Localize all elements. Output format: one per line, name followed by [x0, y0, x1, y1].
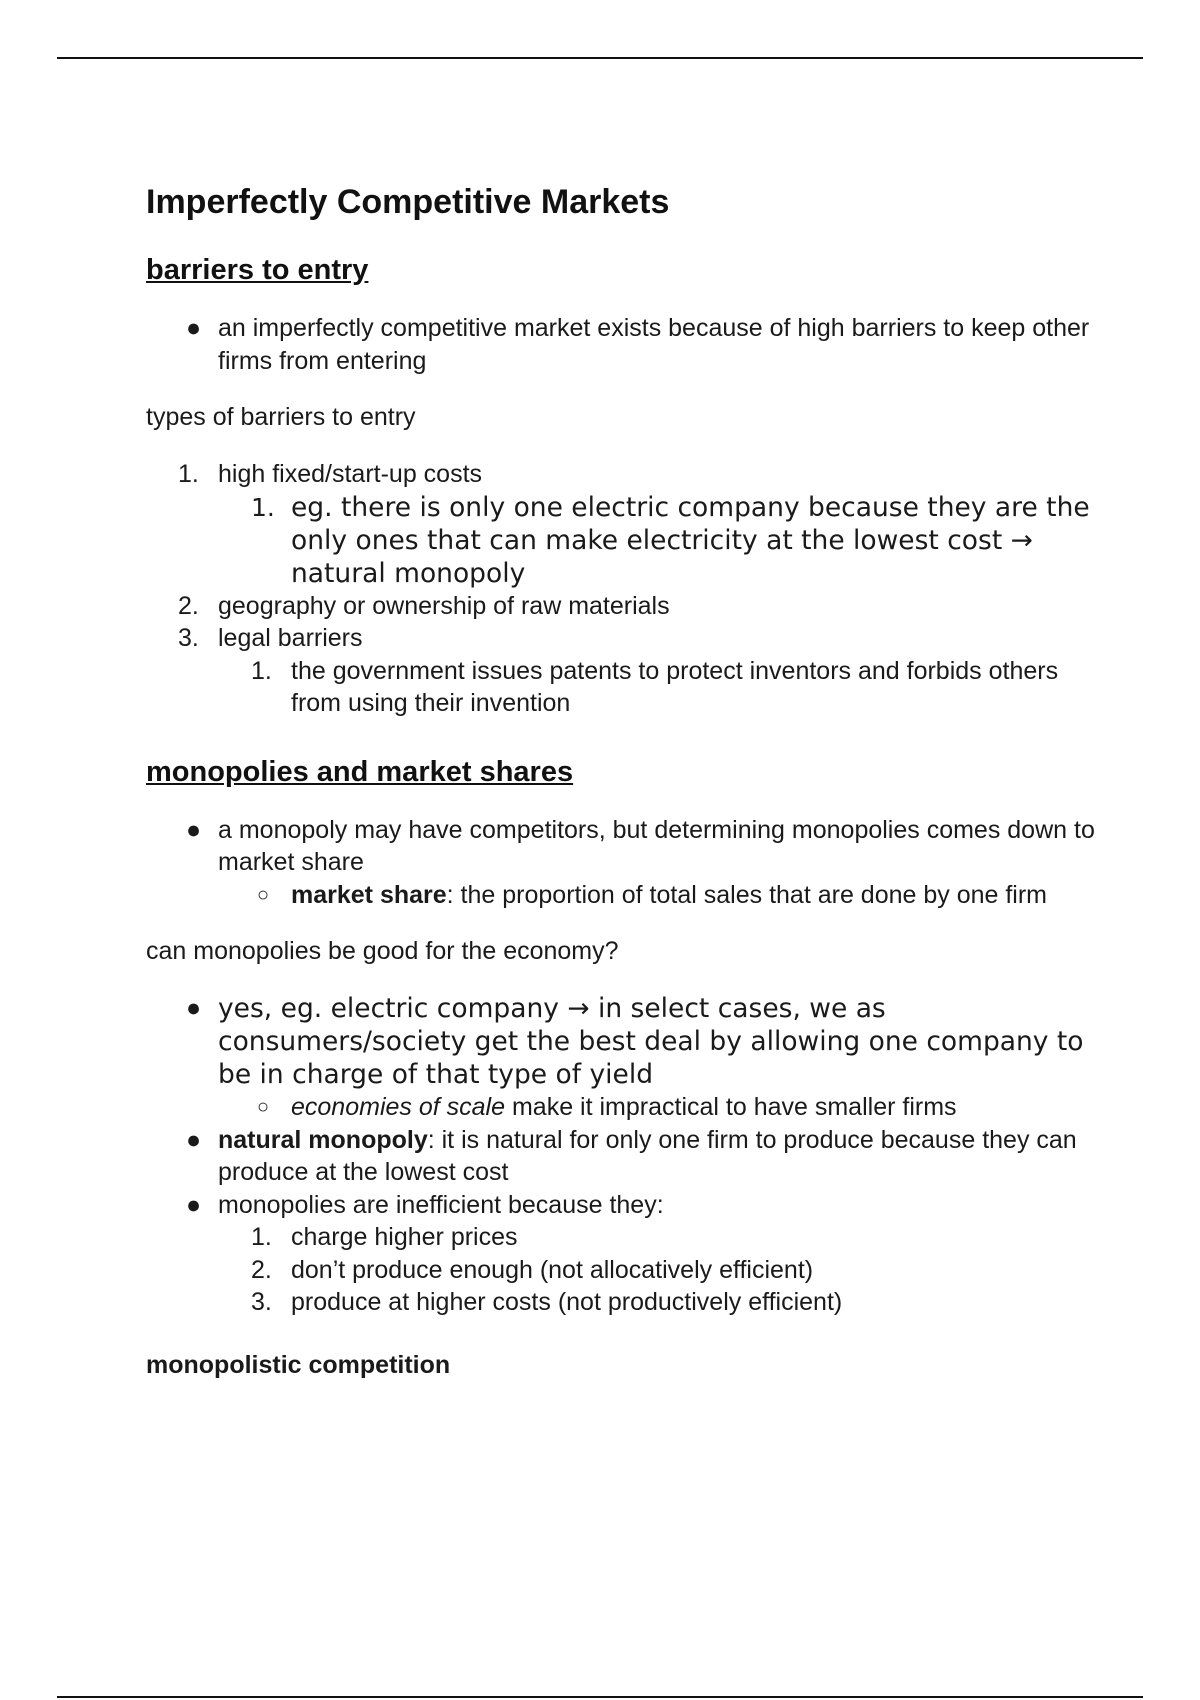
- list-item-text: geography or ownership of raw materials: [218, 591, 670, 620]
- list-item: [146, 1286, 1096, 1319]
- list-item-text: yes, eg. electric company → in select cases, we as consumers/society get the best deal by allowing one company to be in charge of that type of yield: [218, 993, 1084, 1090]
- list-item-text: the government issues patents to protect inventors and forbids others from using their invention: [291, 656, 1059, 717]
- document-body: [146, 178, 1096, 1382]
- bullet-marker: ●: [186, 815, 202, 844]
- list-item-text: produce at higher costs (not productively efficient): [291, 1288, 843, 1316]
- monopolies-bullet-list: [146, 814, 1096, 912]
- heading-monopolies-market-shares: monopolies and market shares: [146, 755, 574, 788]
- term-market-share: market share: [291, 880, 447, 909]
- top-rule: [57, 57, 1143, 59]
- circle-marker: ○: [257, 883, 270, 906]
- list-number: 1.: [251, 1223, 272, 1251]
- list-item-text: monopolies are inefficient because they:: [218, 1190, 664, 1219]
- term-natural-monopoly: natural monopoly: [218, 1125, 428, 1154]
- list-item: [146, 1254, 1096, 1287]
- list-number: 2.: [178, 591, 199, 620]
- list-item: [146, 590, 1096, 623]
- barriers-numbered-list: [146, 458, 1096, 720]
- heading-barriers-to-entry: barriers to entry: [146, 254, 369, 286]
- list-item: [146, 1221, 1096, 1254]
- definition-market-share: : the proportion of total sales that are done by one firm: [446, 880, 1048, 909]
- list-number: 1.: [178, 460, 199, 488]
- list-number: 1.: [251, 492, 275, 522]
- list-item: [146, 458, 1096, 491]
- list-item-text: high fixed/start-up costs: [218, 460, 483, 488]
- definition-natural-monopoly: : it is natural for only one firm to produce because they can produce at the lowest cost: [218, 1125, 1077, 1186]
- list-item-text: a monopoly may have competitors, but determining monopolies comes down to market share: [218, 815, 1095, 876]
- circle-marker: ○: [257, 1096, 270, 1118]
- bottom-rule: [57, 1696, 1143, 1698]
- list-number: 1.: [251, 656, 272, 685]
- list-item-text: don’t produce enough (not allocatively efficient): [291, 1255, 814, 1284]
- list-item-text: an imperfectly competitive market exists because of high barriers to keep other firms from entering: [218, 314, 1090, 375]
- list-item: [146, 992, 1096, 1091]
- bullet-marker: ●: [186, 314, 202, 342]
- list-number: 3.: [178, 624, 199, 652]
- types-label: types of barriers to entry: [146, 403, 416, 431]
- list-item: [146, 1124, 1096, 1189]
- list-item-text: charge higher prices: [291, 1223, 518, 1251]
- list-item-text: legal barriers: [218, 624, 363, 652]
- list-number: 3.: [251, 1288, 272, 1316]
- list-item: [146, 879, 1096, 912]
- bullet-marker: ●: [186, 994, 202, 1022]
- bullet-marker: ●: [186, 1125, 202, 1154]
- list-item: [146, 1189, 1096, 1222]
- question-text: can monopolies be good for the economy?: [146, 937, 619, 965]
- bullet-marker: ●: [186, 1190, 202, 1219]
- page-title: Imperfectly Competitive Markets: [146, 183, 670, 221]
- barriers-bullet-list: [146, 312, 1096, 377]
- list-item-text: eg. there is only one electric company because they are the only ones that can make electricity at the lowest cost → natural monopoly: [291, 491, 1090, 589]
- list-item: [146, 655, 1096, 720]
- list-item: [146, 622, 1096, 655]
- list-item: [146, 312, 1096, 377]
- list-number: 2.: [251, 1255, 272, 1284]
- list-item: [146, 1091, 1096, 1124]
- economies-of-scale-text: make it impractical to have smaller firms: [505, 1093, 957, 1121]
- term-economies-of-scale: economies of scale: [291, 1093, 506, 1121]
- good-for-economy-list: [146, 992, 1096, 1319]
- heading-monopolistic-competition: monopolistic competition: [146, 1350, 451, 1379]
- list-item: [146, 814, 1096, 879]
- list-item: [146, 491, 1096, 590]
